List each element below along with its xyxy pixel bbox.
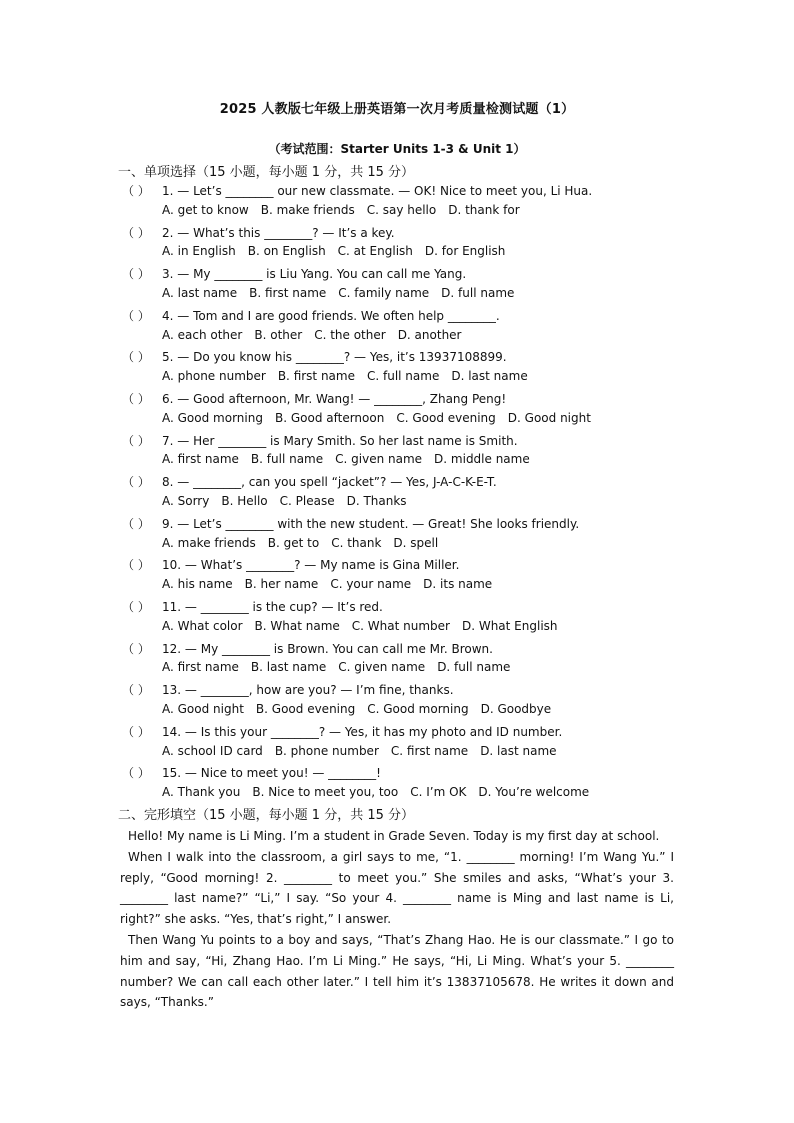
option-d: D. full name (437, 660, 511, 675)
question-stem (122, 681, 454, 698)
option-a: A. Thank you (162, 785, 241, 800)
option-b: B. other (254, 327, 303, 342)
option-a: A. make friends (162, 535, 256, 550)
question-text: 12. — My ________ is Brown. You can call me Mr. Brown. (162, 641, 493, 656)
option-d: D. spell (393, 535, 439, 550)
option-c: C. given name (335, 452, 423, 467)
answer-paren[interactable]: （ ） (122, 558, 150, 573)
passage-paragraph: Hello! My name is Li Ming. I’m a student in Grade Seven. Today is my first day at school. (128, 829, 660, 843)
option-row (162, 785, 601, 799)
option-c: C. at English (337, 244, 413, 259)
option-b: B. Good afternoon (274, 410, 385, 425)
option-d: D. What English (461, 618, 558, 633)
answer-paren[interactable]: （ ） (122, 641, 150, 656)
option-a: A. What color (162, 618, 243, 633)
option-b: B. get to (267, 535, 320, 550)
option-a: A. Good morning (162, 410, 263, 425)
option-row (162, 536, 450, 550)
option-row (162, 577, 504, 591)
option-a: A. Good night (162, 701, 244, 716)
option-c: C. the other (314, 327, 386, 342)
option-a: A. first name (162, 452, 239, 467)
answer-paren[interactable]: （ ） (122, 724, 150, 739)
answer-paren[interactable]: （ ） (122, 392, 150, 406)
question-text: 13. — ________, how are you? — I’m fine, thanks. (162, 683, 454, 698)
option-b: B. on English (247, 244, 326, 259)
option-d: D. another (397, 327, 462, 342)
option-a: A. school ID card (162, 743, 263, 758)
answer-paren[interactable]: （ ） (122, 308, 150, 323)
section-heading-single-choice: 一、单项选择（15 小题，每小题 1 分，共 15 分） (118, 165, 415, 180)
answer-paren[interactable]: （ ） (122, 225, 150, 240)
question-text: 3. — My ________ is Liu Yang. You can call me Yang. (162, 267, 467, 282)
question-stem (122, 224, 395, 241)
option-c: C. Good evening (396, 410, 496, 425)
option-b: B. Good evening (255, 701, 356, 716)
question-stem (122, 640, 493, 657)
option-c: C. Please (279, 493, 335, 508)
exam-scope: （考试范围：Starter Units 1-3 & Unit 1） (268, 142, 526, 156)
question-stem (122, 764, 381, 781)
option-c: C. thank (331, 535, 382, 550)
option-row (162, 203, 532, 217)
option-a: A. his name (162, 577, 233, 592)
option-a: A. get to know (162, 202, 249, 217)
option-c: C. say hello (366, 202, 437, 217)
question-stem (122, 390, 506, 407)
option-row (162, 619, 570, 633)
option-d: D. Good night (507, 410, 591, 425)
option-row (162, 744, 569, 758)
question-text: 10. — What’s ________? — My name is Gina Miller. (162, 558, 460, 573)
option-d: D. its name (423, 577, 493, 592)
question-stem (122, 515, 579, 532)
option-c: C. first name (390, 743, 469, 758)
question-text: 2. — What’s this ________? — It’s a key. (162, 225, 395, 240)
option-b: B. last name (250, 660, 327, 675)
option-c: C. What number (351, 618, 450, 633)
option-b: B. first name (249, 285, 327, 300)
option-d: D. full name (441, 285, 515, 300)
option-b: B. her name (244, 577, 319, 592)
question-stem (122, 598, 383, 615)
question-stem (122, 473, 497, 490)
option-row (162, 494, 419, 508)
option-b: B. phone number (274, 743, 379, 758)
option-row (162, 702, 563, 716)
question-text: 1. — Let’s ________ our new classmate. — OK! Nice to meet you, Li Hua. (162, 184, 593, 198)
answer-paren[interactable]: （ ） (122, 350, 150, 365)
option-b: B. Nice to meet you, too (252, 785, 399, 800)
option-row (162, 411, 603, 425)
option-row (162, 328, 473, 342)
option-b: B. Hello (221, 493, 268, 508)
option-b: B. full name (250, 452, 324, 467)
option-c: C. given name (338, 660, 426, 675)
option-c: C. Good morning (367, 701, 469, 716)
option-a: A. Sorry (162, 493, 210, 508)
option-d: D. Goodbye (480, 701, 552, 716)
answer-paren[interactable]: （ ） (122, 516, 150, 531)
option-d: D. middle name (434, 452, 530, 467)
question-text: 15. — Nice to meet you! — ________! (162, 766, 381, 781)
question-stem (122, 348, 507, 365)
option-a: A. last name (162, 285, 238, 300)
option-a: A. in English (162, 244, 236, 259)
page-title: 2025 人教版七年级上册英语第一次月考质量检测试题（1） (219, 102, 575, 117)
question-text: 8. — ________, can you spell “jacket”? — Yes, J-A-C-K-E-T. (162, 475, 497, 490)
question-stem (122, 723, 562, 740)
option-c: C. I’m OK (410, 785, 467, 800)
question-stem (122, 432, 518, 449)
question-text: 4. — Tom and I are good friends. We often help ________. (162, 308, 500, 323)
question-text: 7. — Her ________ is Mary Smith. So her last name is Smith. (162, 433, 518, 448)
option-d: D. Thanks (346, 493, 407, 508)
option-d: D. last name (480, 743, 557, 758)
option-d: D. thank for (448, 202, 520, 217)
answer-paren[interactable]: （ ） (122, 267, 150, 282)
answer-paren[interactable]: （ ） (122, 600, 150, 614)
passage-paragraph: Then Wang Yu points to a boy and says, “That’s Zhang Hao. He is our classmate.” I go to him and say, “Hi, Zhang Hao. I’m Li Ming.” He says, “Hi, Li Ming. What’s your 5. ________ number? We can call each other later.” I tell him it’s 13837105678. He writes it down and says, “Thanks.” (120, 932, 674, 1010)
answer-paren[interactable]: （ ） (122, 683, 150, 698)
question-text: 5. — Do you know his ________? — Yes, it’s 13937108899. (162, 350, 507, 365)
option-c: C. your name (330, 577, 412, 592)
option-d: D. last name (451, 369, 528, 384)
option-b: B. What name (254, 618, 340, 633)
option-row (162, 660, 522, 674)
section-heading-cloze: 二、完形填空（15 小题，每小题 1 分，共 15 分） (118, 808, 415, 823)
question-text: 11. — ________ is the cup? — It’s red. (162, 600, 383, 614)
question-text: 14. — Is this your ________? — Yes, it has my photo and ID number. (162, 724, 563, 739)
option-a: A. each other (162, 327, 243, 342)
question-stem (122, 265, 466, 282)
option-c: C. family name (338, 285, 430, 300)
option-row (162, 452, 542, 466)
answer-paren[interactable]: （ ） (122, 184, 150, 198)
option-a: A. first name (162, 660, 239, 675)
option-b: B. make friends (260, 202, 355, 217)
question-stem (122, 307, 500, 324)
question-text: 6. — Good afternoon, Mr. Wang! — ________, Zhang Peng! (162, 392, 507, 406)
question-text: 9. — Let’s ________ with the new student. — Great! She looks friendly. (162, 516, 580, 531)
option-c: C. full name (366, 369, 440, 384)
option-a: A. phone number (162, 369, 266, 384)
answer-paren[interactable]: （ ） (122, 766, 150, 781)
answer-paren[interactable]: （ ） (122, 433, 150, 448)
passage-paragraph: When I walk into the classroom, a girl says to me, “1. ________ morning! I’m Wang Yu.” I reply, “Good morning! 2. ________ to meet you.” She smiles and asks, “What’s your 3. ________ last name?” “Li,” I say. “So your 4. ________ name is Ming and last name is Li, right?” she asks. “Yes, that’s right,” I answer. (120, 849, 674, 927)
option-b: B. first name (277, 369, 355, 384)
question-stem (122, 556, 459, 573)
option-d: D. You’re welcome (478, 785, 590, 800)
option-row (162, 369, 540, 383)
answer-paren[interactable]: （ ） (122, 475, 150, 490)
question-stem (122, 182, 592, 199)
cloze-passage (120, 826, 674, 1013)
option-d: D. for English (424, 244, 506, 259)
option-row (162, 286, 526, 300)
option-row (162, 244, 517, 258)
